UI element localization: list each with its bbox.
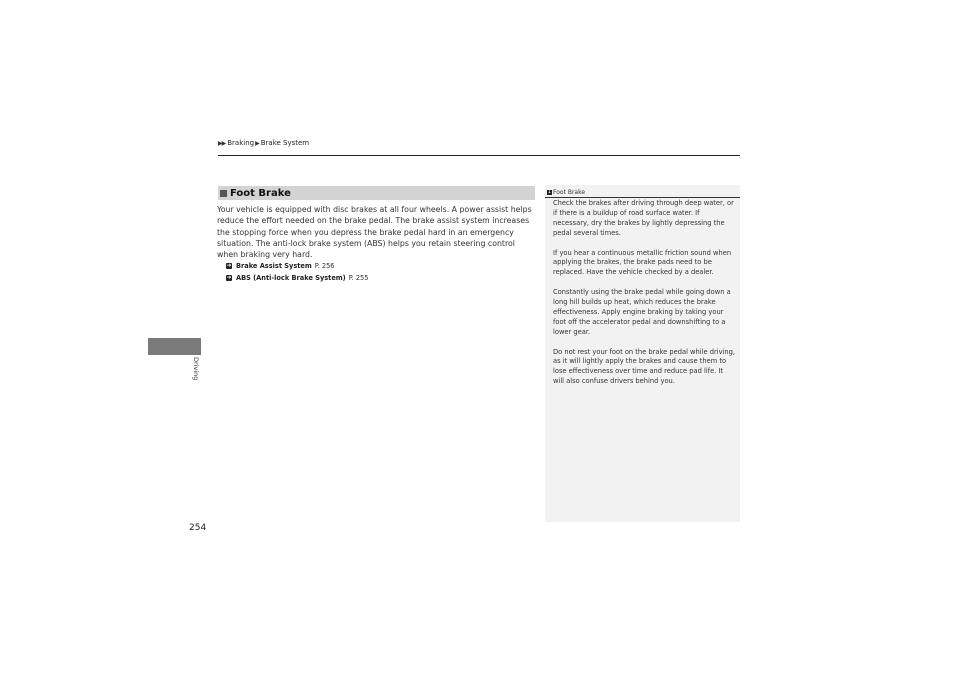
section-body: Your vehicle is equipped with disc brakes at all four wheels. A power assist helps reduce the effort needed on the brake pedal. The brake assist system increases the stopping force when you depress the brake pedal hard in an emergency situation. The anti-lock brake system (ABS) helps you retain steering control when braking very hard.	[217, 205, 532, 260]
chapter-tab[interactable]	[148, 338, 201, 355]
note-paragraph: If you hear a continuous metallic friction sound when applying the brakes, the brake pads need to be replaced. Have the vehicle checked by a dealer.	[553, 248, 732, 277]
breadcrumb-braking[interactable]: Braking	[227, 139, 255, 147]
reference-arrow-icon: ➜	[226, 274, 232, 281]
note-title: Foot Brake	[553, 188, 586, 196]
note-paragraph: Do not rest your foot on the brake pedal while driving, as it will lightly apply the brakes and cause them to lose effectiveness over time and reduce pad life. It will also confuse drivers behind you.	[553, 347, 735, 386]
note-paragraph: Check the brakes after driving through deep water, or if there is a buildup of road surface water. If necessary, dry the brakes by lightly depressing the pedal several times.	[553, 199, 734, 237]
square-bullet-icon	[220, 190, 227, 197]
note-header	[545, 187, 740, 198]
page-number: 254	[189, 523, 207, 533]
section-header	[218, 186, 535, 200]
header-rule	[218, 155, 740, 156]
note-marker-icon: 1	[547, 188, 552, 195]
reference-page: P. 256	[314, 262, 335, 270]
reference-label: ABS (Anti-lock Brake System)	[236, 274, 346, 282]
chapter-tab-label: Driving	[192, 357, 200, 381]
reference-arrow-icon: ➜	[226, 262, 232, 269]
reference-page: P. 255	[348, 274, 369, 282]
breadcrumb	[218, 139, 309, 147]
double-triangle-icon: ▶▶	[218, 139, 226, 147]
breadcrumb-brake-system[interactable]: Brake System	[260, 139, 310, 147]
section-title: Foot Brake	[230, 187, 291, 199]
note-panel	[545, 185, 740, 522]
note-paragraph: Constantly using the brake pedal while going down a long hill builds up heat, which reduces the brake effectiveness. Apply engine braking by taking your foot off the accelerator pedal and downshifting to a lower gear.	[553, 288, 731, 336]
note-body	[553, 199, 735, 397]
reference-label: Brake Assist System	[236, 262, 312, 270]
reference-abs[interactable]	[226, 274, 368, 282]
reference-brake-assist[interactable]	[226, 262, 335, 270]
triangle-icon: ▶	[255, 139, 260, 147]
